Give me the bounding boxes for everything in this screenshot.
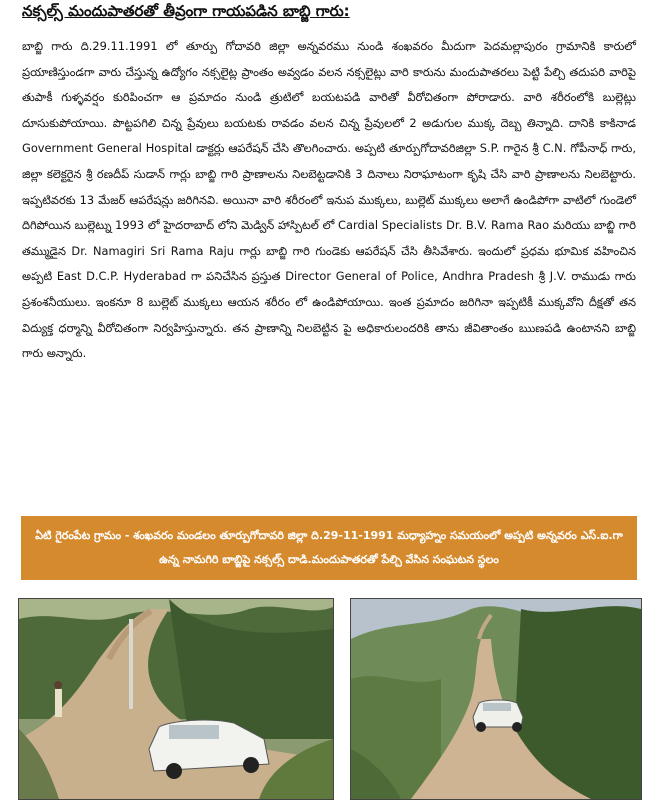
incident-site-photo-right [350,598,642,800]
body-paragraph: బాబ్జి గారు ది.29.11.1991 లో తూర్పు గోదావరి జిల్లా అన్నవరము నుండి శంఖవరం మీదుగా పెదమల్లాపురం గ్రామానికి కారులో ప్రయాణిస్తుండగా వారు చేస్తున్న ఉద్యోగం నక్సలైట్ల ప్రాంతం అవ్వడం వలన నక్సలైట్లు వారి కారును మందుపాతరలు పెట్టి పేల్చి తదుపరి వారిపై తుపాకీ గుళ్ళవర్షం కురిపించగా ఆ ప్రమాదం నుండి త్రుటిలో బయటపడి వారితో వీరోచితంగా పోరాడారు. వారి శరీరంలోకి బుల్లెట్లు దూసుకుపోయాయి. పొట్టపగిలి చిన్న ప్రేవులు బయటకు రావడం వలన చిన్న ప్రేవులలో 2 అడుగుల ముక్క దెబ్బ తిన్నాది. దానికి కాకినాడ Government General Hospital డాక్టర్లు ఆపరేషన్ చేసి తొలగించారు. అప్పటి తూర్పుగోదావరిజిల్లా S.P. గారైన శ్రీ C.N. గోపీనాధ్ గారు, జిల్లా కలెక్టరైన శ్రీ రణదీప్ సుడాన్ గార్లు బాబ్జి గారి ప్రాణాలను నిలబెట్టడానికి 3 దినాలు నిరాఘాటంగా కృషి చేసి వారి ప్రాణాలను నిలబెట్టారు. ఇప్పటివరకు 13 మేజర్ ఆపరేషన్లు జరిగినవి. అయినా వారి శరీరంలో ఇనుప ముక్కలు, బుల్లెట్ ముక్కలు అలాగే ఉండిపోగా వాటిలో గుండెలో దిగిపోయిన బుల్లెట్ను 1993 లో హైదరాబాద్ లోని మెడ్విన్ హాస్పిటల్ లో Cardial Specialists Dr. B.V. Rama Rao మరియు బాబ్జి గారి తమ్ముడైన Dr. Namagiri Sri Rama Raju గార్లు బాబ్జి గారి గుండెకు ఆపరేషన్ చేసి తీసివేశారు. ఇందులో ప్రధమ భూమిక వహించిన అప్పటి East D.C.P. Hyderabad గా పనిచేసిన ప్రస్తుత Director General of Police, Andhra Pradesh శ్రీ J.V. రాముడు గారు ప్రశంశనీయులు. ఇంకనూ 8 బుల్లెట్ ముక్కలు ఆయన శరీరం లో ఉండిపోయాయి. ఇంత ప్రమాదం జరిగినా ఇప్పటికీ ముక్కవోని దీక్షతో తన విద్యుక్త ధర్మాన్ని వీరోచితంగా నిర్వహిస్తున్నారు. తన ప్రాణాన్ని నిలబెట్టిన పై అధికారులందరికి తాను జీవితాంతం ఋణపడి ఉంటానని బాబ్జి గారు అన్నారు. [22,39,636,361]
road-car-photo-illustration [19,599,333,799]
document-title: నక్సల్స్ మందుపాతరతో తీవ్రంగా గాయపడిన బాబ్జి గారు: [22,2,350,20]
car-shape-right [473,700,523,732]
incident-site-photo-left [18,598,334,800]
photo-caption-banner: ఏటి గైరంపేట గ్రామం - శంఖవరం మండలం తూర్పుగోదావరి జిల్లా ది.29-11-1991 మధ్యాహ్నం సమయంలో అప్పటి అన్నవరం ఎస్.ఐ.గా ఉన్న నామగిరి బాబ్జిపై నక్సల్స్ దాడి.మందుపాతరతో పేల్చి వేసిన సంఘటన స్థలం [21,516,637,580]
road-car-photo-illustration-2 [351,599,641,799]
